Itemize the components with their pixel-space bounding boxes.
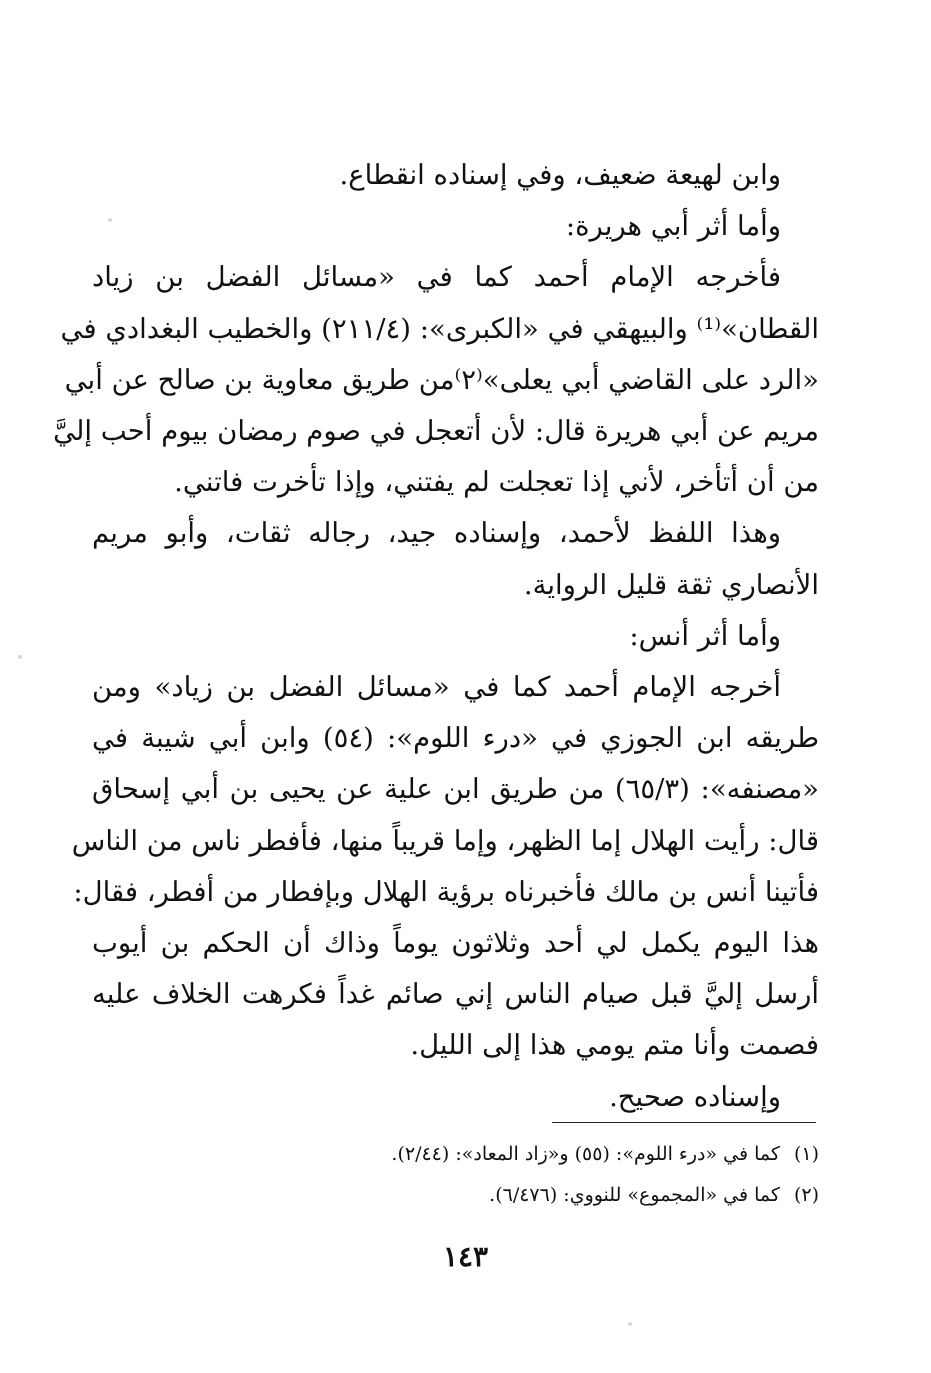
text-line: من أن أتأخر، لأني إذا تعجلت لم يفتني، وإذا تأخرت فاتني. xyxy=(174,466,819,499)
text-line: القطان»⁽¹⁾ والبيهقي في «الكبرى»: (٢١١/٤) والخطيب البغدادي في xyxy=(60,312,819,345)
footnote-divider xyxy=(552,1122,816,1123)
text-line: طريقه ابن الجوزي في «درء اللوم»: (٥٤) وابن أبي شيبة في xyxy=(92,722,819,755)
text-line: أخرجه الإمام أحمد كما في «مسائل الفضل بن زياد» ومن xyxy=(92,671,781,704)
text-line: وهذا اللفظ لأحمد، وإسناده جيد، رجاله ثقات، وأبو مريم xyxy=(92,517,781,550)
scan-speck xyxy=(108,218,112,222)
footnote-text: كما في «المجموع» للنووي: (٦/٤٧٦). xyxy=(489,1184,780,1206)
scan-speck xyxy=(628,1322,632,1326)
footnote-1 xyxy=(200,1134,819,1175)
text-line: فأخرجه الإمام أحمد كما في «مسائل الفضل بن زياد xyxy=(92,261,781,294)
footnotes xyxy=(200,1134,819,1216)
footnote-number: (٢) xyxy=(793,1184,819,1206)
text-line: فصمت وأنا متم يومي هذا إلى الليل. xyxy=(410,1029,819,1062)
footnote-number: (١) xyxy=(793,1143,819,1165)
scan-speck xyxy=(18,655,22,659)
text-line: الأنصاري ثقة قليل الرواية. xyxy=(523,568,819,601)
section-heading-anas: وأما أثر أنس: xyxy=(629,619,781,652)
footnote-text: كما في «درء اللوم»: (٥٥) و«زاد المعاد»: (٢/٤٤). xyxy=(391,1143,780,1165)
section-heading-abu-hurayrah: وأما أثر أبي هريرة: xyxy=(565,210,781,243)
text-line: فأتينا أنس بن مالك فأخبرناه برؤية الهلال وبإفطار من أفطر، فقال: xyxy=(73,875,819,908)
main-text-block xyxy=(53,150,819,1123)
text-line: قال: رأيت الهلال إما الظهر، وإما قريباً منها، فأفطر ناس من الناس xyxy=(71,824,819,857)
footnote-2 xyxy=(200,1175,819,1216)
text-line: «مصنفه»: (٦٥/٣) من طريق ابن علية عن يحيى بن أبي إسحاق xyxy=(92,773,819,806)
page-number: ١٤٣ xyxy=(442,1240,489,1273)
text-line: مريم عن أبي هريرة قال: لأن أتعجل في صوم رمضان بيوم أحب إليَّ xyxy=(53,415,819,448)
text-line: وابن لهيعة ضعيف، وفي إسناده انقطاع. xyxy=(339,159,781,191)
text-line: أرسل إليَّ قبل صيام الناس إني صائم غداً فكرهت الخلاف عليه xyxy=(92,978,819,1011)
text-line: وإسناده صحيح. xyxy=(609,1080,781,1113)
text-line: هذا اليوم يكمل لي أحد وثلاثون يوماً وذاك أن الحكم بن أيوب xyxy=(92,927,819,960)
text-line: «الرد على القاضي أبي يعلى»⁽٢⁾من طريق معاوية بن صالح عن أبي xyxy=(64,363,819,396)
